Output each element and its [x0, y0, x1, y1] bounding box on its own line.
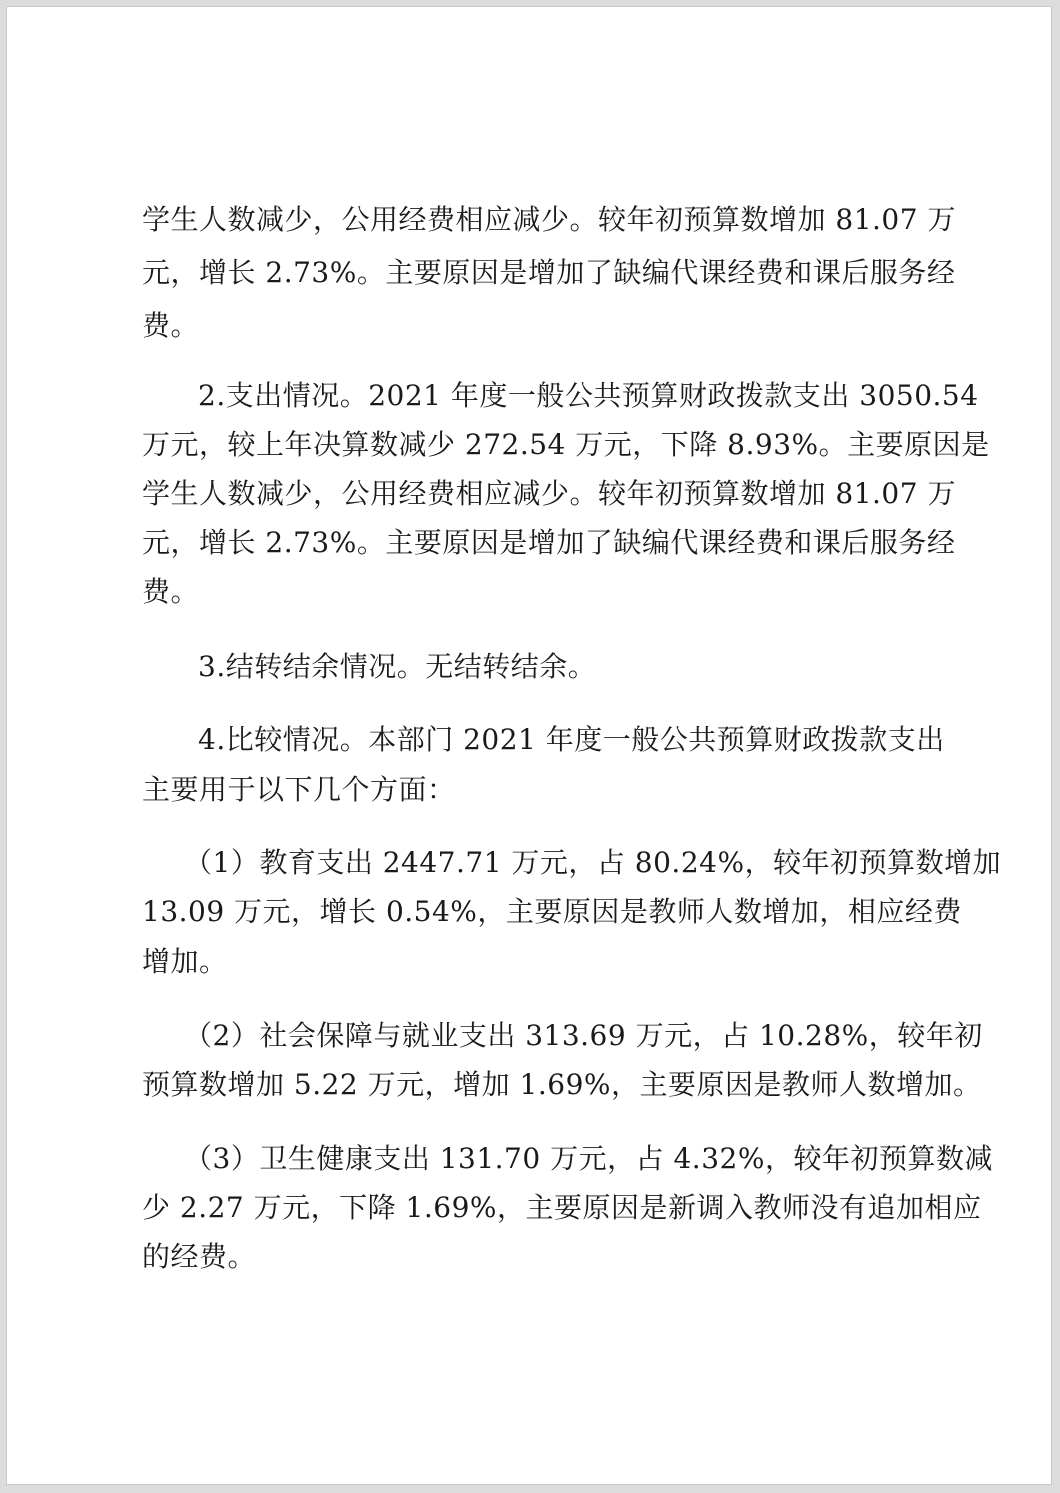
- paragraph-line: 万元，较上年决算数减少 272.54 万元，下降 8.93%。主要原因是: [142, 428, 990, 461]
- paragraph-line: 增加。: [142, 945, 228, 978]
- paragraph-line: 的经费。: [142, 1240, 257, 1273]
- paragraph-line: 学生人数减少，公用经费相应减少。较年初预算数增加 81.07 万: [142, 203, 956, 236]
- paragraph-line: 元，增长 2.73%。主要原因是增加了缺编代课经费和课后服务经: [142, 526, 956, 559]
- paragraph-line: 学生人数减少，公用经费相应减少。较年初预算数增加 81.07 万: [142, 477, 956, 510]
- paragraph-line: （1）教育支出 2447.71 万元，占 80.24%，较年初预算数增加: [184, 846, 1002, 879]
- paragraph-line: 预算数增加 5.22 万元，增加 1.69%，主要原因是教师人数增加。: [142, 1068, 982, 1101]
- paragraph-line: 3.结转结余情况。无结转结余。: [198, 650, 597, 683]
- paragraph-line: 2.支出情况。2021 年度一般公共预算财政拨款支出 3050.54: [198, 379, 979, 412]
- paragraph-line: 13.09 万元，增长 0.54%，主要原因是教师人数增加，相应经费: [142, 895, 962, 928]
- paragraph-line: 4.比较情况。本部门 2021 年度一般公共预算财政拨款支出: [198, 723, 945, 756]
- paragraph-line: 费。: [142, 575, 200, 608]
- paragraph-line: 少 2.27 万元，下降 1.69%，主要原因是新调入教师没有追加相应: [142, 1191, 982, 1224]
- paragraph-line: 主要用于以下几个方面：: [142, 773, 456, 806]
- paragraph-line: （2）社会保障与就业支出 313.69 万元，占 10.28%，较年初: [184, 1019, 983, 1052]
- paragraph-line: 元，增长 2.73%。主要原因是增加了缺编代课经费和课后服务经: [142, 256, 956, 289]
- paragraph-line: （3）卫生健康支出 131.70 万元，占 4.32%，较年初预算数减: [184, 1142, 993, 1175]
- paragraph-line: 费。: [142, 309, 200, 342]
